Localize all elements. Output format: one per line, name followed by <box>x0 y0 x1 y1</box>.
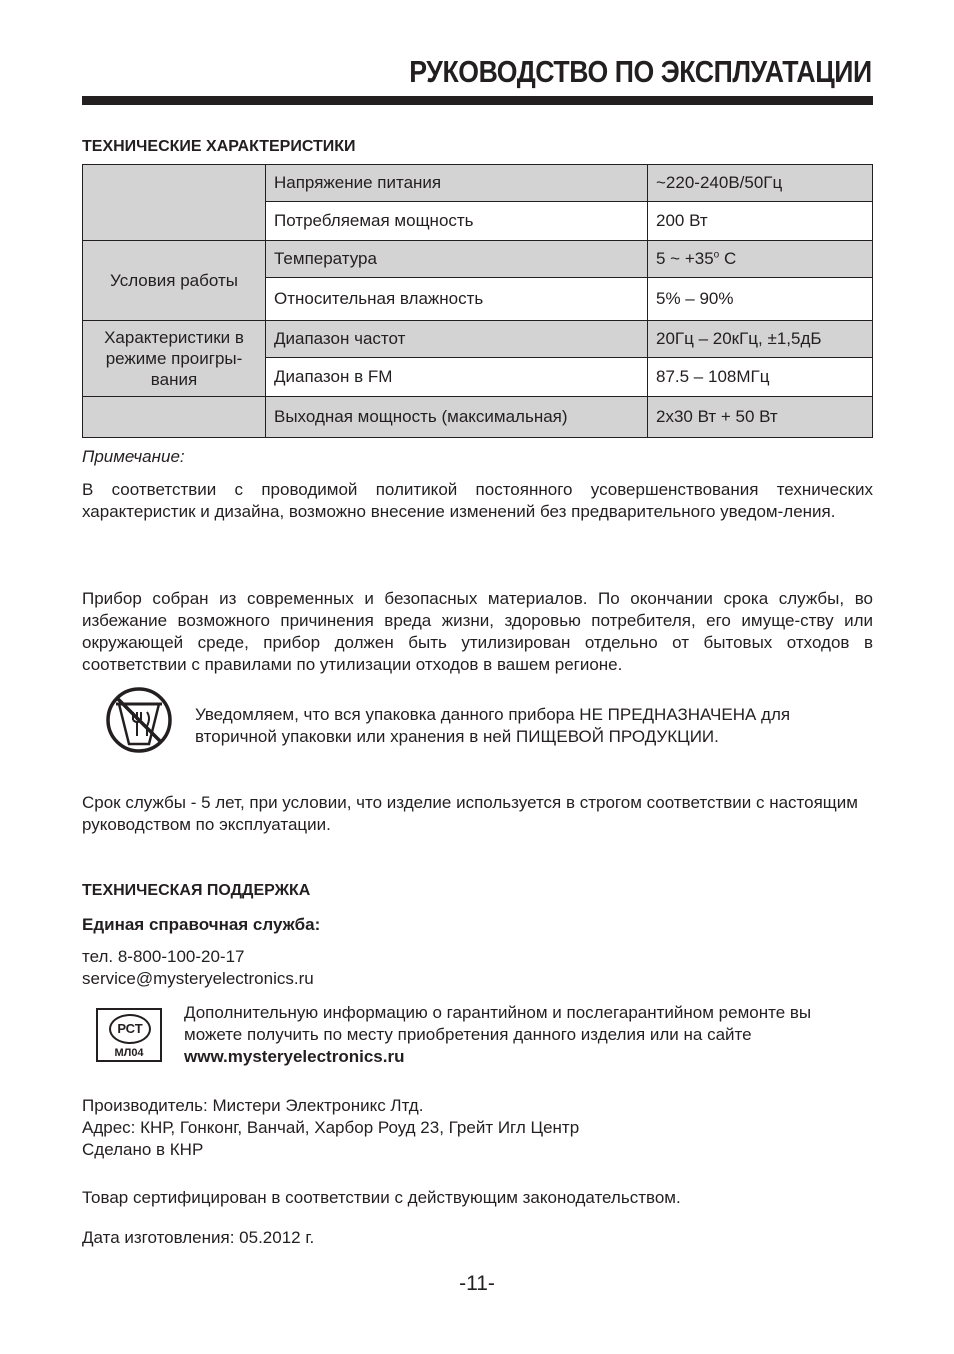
manufacturer-name: Производитель: Мистери Электроникс Лтд. <box>82 1096 424 1115</box>
group-cell-empty <box>83 165 266 241</box>
value-cell: 5 ~ $+35^о$ С <box>648 241 873 278</box>
warranty-info-text: Дополнительную информацию о гарантийном и послегарантийном ремонте вы можете получить по месту приобретения данного изделия или на сайте <box>184 1003 812 1044</box>
certification-text: Товар сертифицирован в соответствии с действующим законодательством. <box>82 1188 681 1207</box>
specs-table <box>82 164 873 438</box>
certification-mark-icon <box>96 1008 162 1062</box>
param-cell: Температура <box>266 241 648 278</box>
value-cell: ~220-240В/50Гц <box>648 165 873 202</box>
not-for-food-icon <box>103 686 175 754</box>
note-label: Примечание: <box>82 447 185 466</box>
group-cell-operating-conditions: Условия работы <box>83 241 266 321</box>
table-row <box>83 241 873 278</box>
specs-section-title: ТЕХНИЧЕСКИЕ ХАРАКТЕРИСТИКИ <box>82 138 356 155</box>
page-header-title: РУКОВОДСТВО ПО ЭКСПЛУАТАЦИИ <box>409 54 872 89</box>
table-row <box>83 397 873 438</box>
website-link[interactable]: www.mysteryelectronics.ru <box>184 1047 405 1066</box>
value-cell: 87.5 – 108МГц <box>648 358 873 397</box>
support-phone: тел. 8-800-100-20-17 <box>82 947 245 966</box>
cert-logo-text: РСТ <box>109 1014 151 1044</box>
warranty-info-block <box>184 1002 859 1068</box>
table-row <box>83 165 873 202</box>
manufacture-date: Дата изготовления: 05.2012 г. <box>82 1228 315 1247</box>
cert-code: МЛ04 <box>114 1047 144 1059</box>
page-number: -11- <box>459 1272 495 1295</box>
value-cell: 200 Вт <box>648 202 873 241</box>
param-cell: Диапазон в FM <box>266 358 648 397</box>
manufacturer-origin: Сделано в КНР <box>82 1140 204 1159</box>
param-cell: Напряжение питания <box>266 165 648 202</box>
value-cell: 2x30 Вт + 50 Вт <box>648 397 873 438</box>
manufacturer-address: Адрес: КНР, Гонконг, Ванчай, Харбор Роуд 23, Грейт Игл Центр <box>82 1118 580 1137</box>
param-cell: Диапазон частот <box>266 321 648 358</box>
table-row <box>83 321 873 358</box>
value-cell: 20Гц – 20кГц, ±1,5дБ <box>648 321 873 358</box>
param-cell: Относительная влажность <box>266 278 648 321</box>
support-section-title: ТЕХНИЧЕСКАЯ ПОДДЕРЖКА <box>82 882 311 899</box>
param-cell: Потребляемая мощность <box>266 202 648 241</box>
helpline-label: Единая справочная служба: <box>82 915 321 934</box>
packaging-notice-text: Уведомляем, что вся упаковка данного прибора НЕ ПРЕДНАЗНАЧЕНА для вторичной упаковки или хранения в ней ПИЩЕВОЙ ПРОДУКЦИИ. <box>195 705 791 746</box>
support-email[interactable]: service@mysteryelectronics.ru <box>82 969 314 988</box>
note-text: В соответствии с проводимой политикой постоянного усовершенствования технических характеристик и дизайна, возможно внесение изменений без предварительного уведом-ления. <box>82 480 873 521</box>
group-cell-playback-characteristics: Характеристики в режиме проигры-вания <box>83 321 266 397</box>
group-cell-empty <box>83 397 266 438</box>
service-life-text: Срок службы - 5 лет, при условии, что изделие используется в строгом соответствии с настоящим руководством по эксплуатации. <box>82 793 858 834</box>
param-cell: Выходная мощность (максимальная) <box>266 397 648 438</box>
header-rule <box>82 96 873 105</box>
disposal-text: Прибор собран из современных и безопасных материалов. По окончании срока службы, во избежание возможного причинения вреда жизни, здоровью потребителя, его имуще-ству или окружающей среде, прибор должен быть утилизирован отдельно от бытовых отходов в соответствии с правилами по утилизации отходов в вашем регионе. <box>82 589 873 674</box>
value-cell: 5% – 90% <box>648 278 873 321</box>
